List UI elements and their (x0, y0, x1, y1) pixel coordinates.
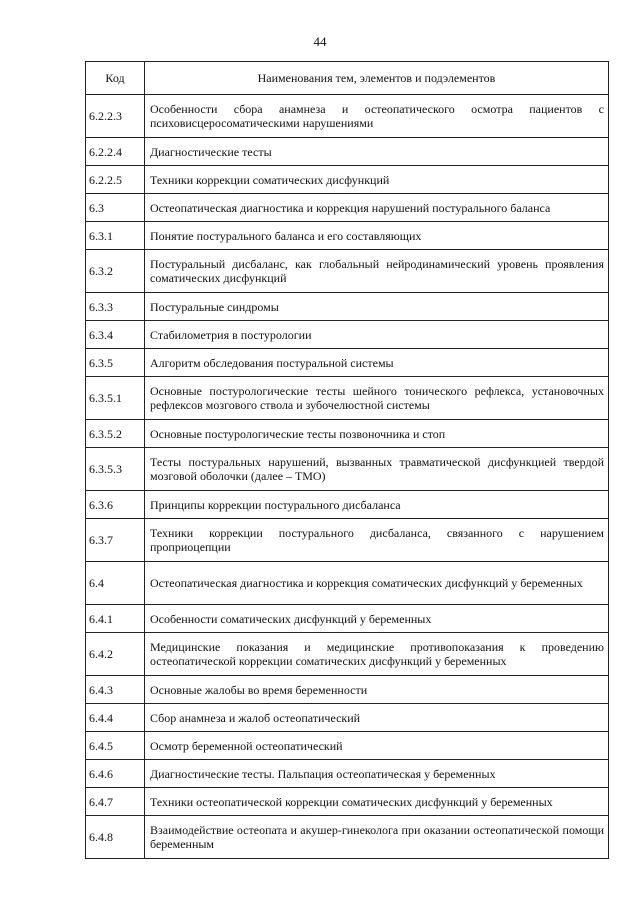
row-name: Техники коррекции постурального дисбаланса, связанного с нарушением проприоцепции (145, 519, 609, 562)
row-code: 6.3.5.2 (86, 420, 145, 448)
row-name: Основные постурологические тесты позвоночника и стоп (145, 420, 609, 448)
table-row (86, 138, 609, 166)
table-row (86, 349, 609, 377)
row-code: 6.3.5.1 (86, 377, 145, 420)
table-row (86, 760, 609, 788)
table-row (86, 605, 609, 633)
row-code: 6.2.2.3 (86, 95, 145, 138)
row-name: Техники остеопатической коррекции соматических дисфункций у беременных (145, 788, 609, 816)
table-row (86, 788, 609, 816)
table-row (86, 377, 609, 420)
row-name: Основные постурологические тесты шейного тонического рефлекса, установочных рефлексов мозгового ствола и зубочелюстной системы (145, 377, 609, 420)
row-code: 6.4.1 (86, 605, 145, 633)
row-name: Медицинские показания и медицинские противопоказания к проведению остеопатической коррекции соматических дисфункций у беременных (145, 633, 609, 676)
table-row (86, 519, 609, 562)
row-code: 6.4.6 (86, 760, 145, 788)
row-name: Тесты постуральных нарушений, вызванных травматической дисфункцией твердой мозговой оболочки (далее – ТМО) (145, 448, 609, 491)
table-row (86, 420, 609, 448)
row-name: Особенности соматических дисфункций у беременных (145, 605, 609, 633)
row-name: Понятие постурального баланса и его составляющих (145, 222, 609, 250)
table-row (86, 194, 609, 222)
table-row (86, 704, 609, 732)
row-code: 6.4.3 (86, 676, 145, 704)
table-row (86, 222, 609, 250)
header-code: Код (86, 62, 145, 95)
table-row (86, 95, 609, 138)
row-name: Техники коррекции соматических дисфункций (145, 166, 609, 194)
table-row (86, 562, 609, 605)
table-row (86, 633, 609, 676)
row-code: 6.3 (86, 194, 145, 222)
table-row (86, 321, 609, 349)
row-code: 6.3.5 (86, 349, 145, 377)
row-name: Стабилометрия в постурологии (145, 321, 609, 349)
row-name: Остеопатическая диагностика и коррекция соматических дисфункций у беременных (145, 562, 609, 605)
table-row (86, 293, 609, 321)
row-code: 6.4 (86, 562, 145, 605)
row-name: Диагностические тесты. Пальпация остеопатическая у беременных (145, 760, 609, 788)
row-code: 6.3.4 (86, 321, 145, 349)
row-name: Основные жалобы во время беременности (145, 676, 609, 704)
row-code: 6.4.8 (86, 816, 145, 859)
row-name: Принципы коррекции постурального дисбаланса (145, 491, 609, 519)
row-name: Взаимодействие остеопата и акушер-гинеколога при оказании остеопатической помощи беременным (145, 816, 609, 859)
curriculum-table (85, 61, 609, 859)
header-name: Наименования тем, элементов и подэлементов (145, 62, 609, 95)
row-code: 6.4.7 (86, 788, 145, 816)
row-name: Осмотр беременной остеопатический (145, 732, 609, 760)
row-code: 6.3.1 (86, 222, 145, 250)
row-code: 6.2.2.4 (86, 138, 145, 166)
row-code: 6.3.3 (86, 293, 145, 321)
row-code: 6.3.2 (86, 250, 145, 293)
row-code: 6.3.5.3 (86, 448, 145, 491)
row-code: 6.3.6 (86, 491, 145, 519)
row-code: 6.3.7 (86, 519, 145, 562)
table-row (86, 166, 609, 194)
row-code: 6.4.5 (86, 732, 145, 760)
row-name: Постуральный дисбаланс, как глобальный нейродинамический уровень проявления соматических дисфункций (145, 250, 609, 293)
table-row (86, 448, 609, 491)
table-header-row (86, 62, 609, 95)
row-name: Алгоритм обследования постуральной системы (145, 349, 609, 377)
row-code: 6.2.2.5 (86, 166, 145, 194)
row-name: Постуральные синдромы (145, 293, 609, 321)
row-code: 6.4.2 (86, 633, 145, 676)
row-name: Остеопатическая диагностика и коррекция нарушений постурального баланса (145, 194, 609, 222)
row-name: Диагностические тесты (145, 138, 609, 166)
table-row (86, 732, 609, 760)
table-row (86, 491, 609, 519)
page-number: 44 (313, 34, 327, 49)
row-name: Сбор анамнеза и жалоб остеопатический (145, 704, 609, 732)
table-row (86, 250, 609, 293)
row-code: 6.4.4 (86, 704, 145, 732)
row-name: Особенности сбора анамнеза и остеопатического осмотра пациентов с психовисцеросоматическими нарушениями (145, 95, 609, 138)
table-row (86, 676, 609, 704)
table-row (86, 816, 609, 859)
